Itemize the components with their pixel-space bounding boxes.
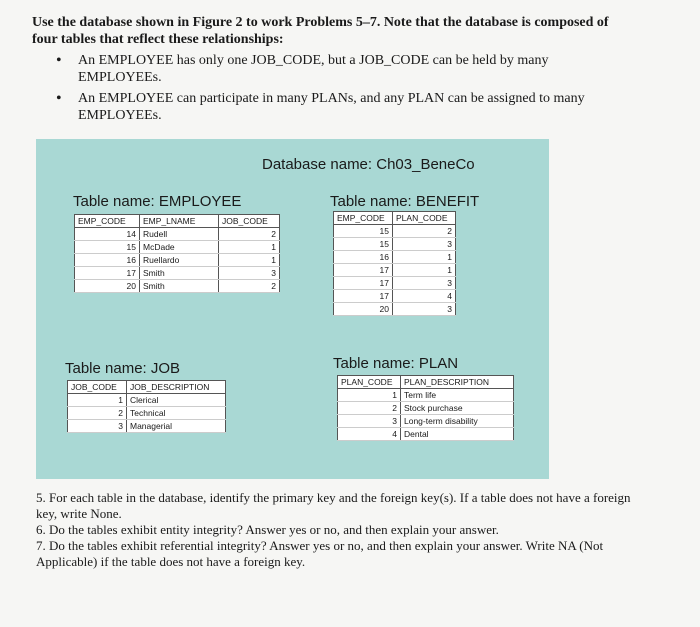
table-cell: 15 xyxy=(334,225,393,238)
table-cell: Rudell xyxy=(140,228,219,241)
table-cell: Ruellardo xyxy=(140,254,219,267)
table-cell: Dental xyxy=(401,428,514,441)
table-cell: 17 xyxy=(75,267,140,280)
employee-table xyxy=(74,214,280,293)
table-cell: 1 xyxy=(219,254,280,267)
relationship-item: • An EMPLOYEE can participate in many PLANs, and any PLAN can be assigned to many EMPLOYEEs. xyxy=(52,90,632,124)
table-cell: 15 xyxy=(75,241,140,254)
table-row xyxy=(334,225,456,238)
table-header-row xyxy=(75,215,280,228)
table-cell: 3 xyxy=(393,303,456,316)
table-row xyxy=(338,402,514,415)
table-cell: Managerial xyxy=(127,420,226,433)
table-cell: McDade xyxy=(140,241,219,254)
table-cell: Technical xyxy=(127,407,226,420)
table-cell: 1 xyxy=(393,251,456,264)
table-cell: 3 xyxy=(68,420,127,433)
question-7: 7. Do the tables exhibit referential integrity? Answer yes or no, and then explain your answer. Write NA (Not Applicable) if the table does not have a foreign key. xyxy=(36,538,604,569)
benefit-table-title: Table name: BENEFIT xyxy=(330,193,480,210)
employee-table-title: Table name: EMPLOYEE xyxy=(73,193,242,210)
table-header-row xyxy=(334,212,456,225)
table-row xyxy=(68,394,226,407)
table-cell: 20 xyxy=(75,280,140,293)
table-cell: Term life xyxy=(401,389,514,402)
database-name: Database name: Ch03_BeneCo xyxy=(262,156,475,173)
table-cell: 2 xyxy=(219,228,280,241)
table-cell: 16 xyxy=(75,254,140,267)
relationship-list xyxy=(52,52,632,128)
table-row xyxy=(75,241,280,254)
table-row xyxy=(75,267,280,280)
table-row xyxy=(334,251,456,264)
table-cell: 4 xyxy=(393,290,456,303)
job-table-title: Table name: JOB xyxy=(65,360,181,377)
intro-text: Use the database shown in Figure 2 to work Problems 5–7. Note that the database is composed of four tables that reflect these relationships: xyxy=(32,15,609,47)
table-cell: 2 xyxy=(393,225,456,238)
table-cell: 3 xyxy=(393,277,456,290)
table-cell: 3 xyxy=(338,415,401,428)
table-cell: Clerical xyxy=(127,394,226,407)
table-cell: 2 xyxy=(68,407,127,420)
table-cell: Long-term disability xyxy=(401,415,514,428)
table-cell: 1 xyxy=(393,264,456,277)
table-row xyxy=(68,420,226,433)
table-cell: 20 xyxy=(334,303,393,316)
column-header: EMP_LNAME xyxy=(140,215,219,228)
question-5: 5. For each table in the database, identify the primary key and the foreign key(s). If a table does not have a foreign key, write None. xyxy=(36,490,631,521)
table-cell: 2 xyxy=(219,280,280,293)
table-row xyxy=(338,389,514,402)
table-row xyxy=(334,264,456,277)
table-cell: 3 xyxy=(393,238,456,251)
table-cell: 1 xyxy=(68,394,127,407)
table-row xyxy=(75,280,280,293)
column-header: EMP_CODE xyxy=(334,212,393,225)
column-header: JOB_DESCRIPTION xyxy=(127,381,226,394)
table-cell: 1 xyxy=(219,241,280,254)
table-cell: 17 xyxy=(334,290,393,303)
table-row xyxy=(334,277,456,290)
table-cell: 16 xyxy=(334,251,393,264)
table-cell: 3 xyxy=(219,267,280,280)
relationship-item: • An EMPLOYEE has only one JOB_CODE, but a JOB_CODE can be held by many EMPLOYEEs. xyxy=(52,52,632,86)
table-cell: 4 xyxy=(338,428,401,441)
table-row xyxy=(75,228,280,241)
table-row xyxy=(338,415,514,428)
column-header: PLAN_CODE xyxy=(338,376,401,389)
table-header-row xyxy=(338,376,514,389)
plan-table-title: Table name: PLAN xyxy=(333,355,459,372)
questions xyxy=(36,490,636,570)
column-header: PLAN_DESCRIPTION xyxy=(401,376,514,389)
table-cell: 1 xyxy=(338,389,401,402)
plan-table xyxy=(337,375,514,441)
table-row xyxy=(75,254,280,267)
database-figure xyxy=(36,139,549,479)
table-cell: 17 xyxy=(334,277,393,290)
table-row xyxy=(334,290,456,303)
benefit-table xyxy=(333,211,456,316)
table-cell: 2 xyxy=(338,402,401,415)
table-cell: 17 xyxy=(334,264,393,277)
table-cell: Smith xyxy=(140,280,219,293)
table-row xyxy=(68,407,226,420)
job-table xyxy=(67,380,226,433)
column-header: EMP_CODE xyxy=(75,215,140,228)
table-header-row xyxy=(68,381,226,394)
table-row xyxy=(338,428,514,441)
table-cell: Smith xyxy=(140,267,219,280)
question-6: 6. Do the tables exhibit entity integrity? Answer yes or no, and then explain your answer. xyxy=(36,522,499,537)
table-cell: 14 xyxy=(75,228,140,241)
table-cell: Stock purchase xyxy=(401,402,514,415)
column-header: JOB_CODE xyxy=(68,381,127,394)
table-row xyxy=(334,238,456,251)
table-row xyxy=(334,303,456,316)
table-cell: 15 xyxy=(334,238,393,251)
column-header: PLAN_CODE xyxy=(393,212,456,225)
column-header: JOB_CODE xyxy=(219,215,280,228)
